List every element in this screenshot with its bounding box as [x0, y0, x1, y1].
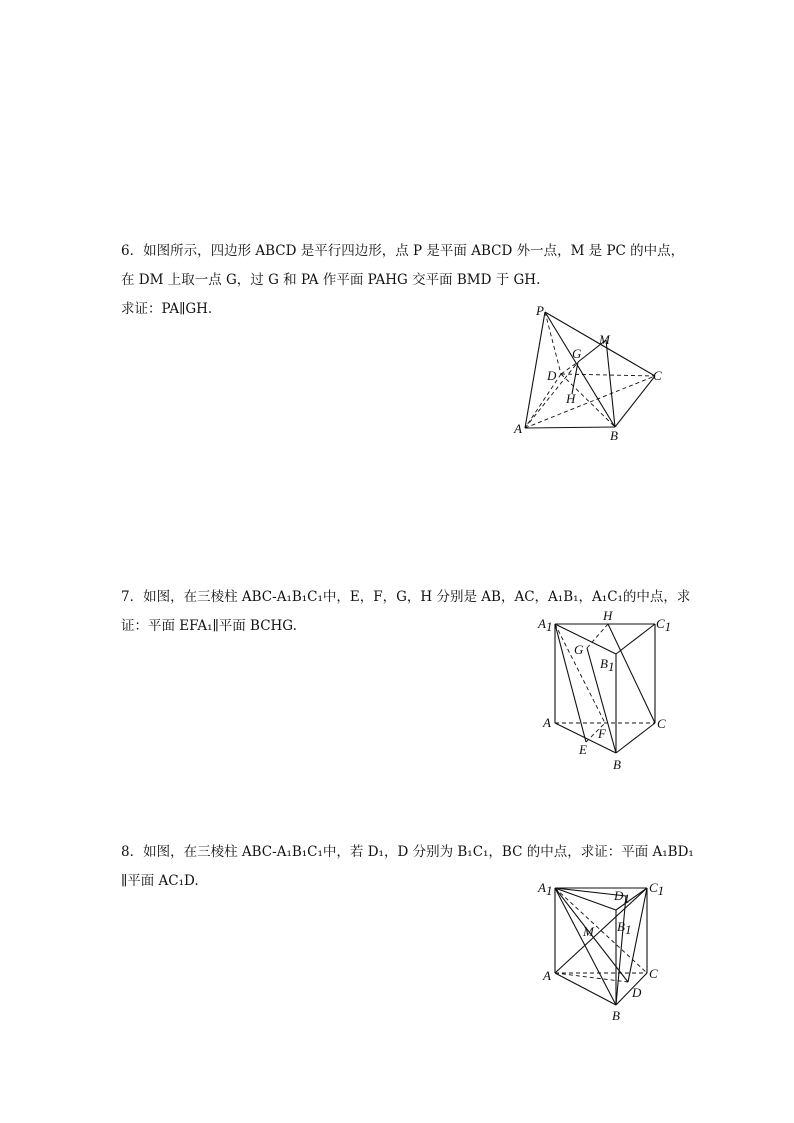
problem-6-line-1: 6．如图所示，四边形 ABCD 是平行四边形，点 P 是平面 ABCD 外一点，M 是 PC 的中点， [121, 243, 685, 259]
problem-6-line-2: 在 DM 上取一点 G，过 G 和 PA 作平面 PAHG 交平面 BMD 于 GH. [121, 272, 541, 288]
label-C: C [657, 716, 666, 731]
problem-7-line-1: 7．如图，在三棱柱 ABC-A₁B₁C₁中，E，F，G，H 分别是 AB，AC，A₁B₁，A₁C₁的中点，求 [121, 589, 691, 605]
label-M: M [599, 332, 610, 347]
label-A: A [514, 421, 522, 436]
label-C1: C1 [656, 616, 672, 634]
label-G: G [572, 346, 582, 361]
label-B: B [613, 757, 621, 772]
label-D: D [547, 368, 557, 383]
label-E: E [579, 742, 587, 757]
label-D1: D1 [614, 888, 630, 906]
label-A1: A1 [538, 880, 553, 898]
label-C: C [649, 966, 658, 981]
label-P: P [536, 303, 544, 318]
problem-8-line-2: ∥平面 AC₁D. [121, 873, 199, 889]
label-B1: B1 [617, 919, 632, 937]
label-B: B [612, 1008, 620, 1023]
label-F: F [598, 726, 606, 741]
label-A: A [543, 715, 551, 730]
label-A1: A1 [538, 616, 553, 634]
label-C: C [653, 368, 662, 383]
label-H: H [603, 608, 613, 623]
label-H: H [566, 391, 576, 406]
label-B: B [610, 428, 618, 443]
label-A: A [543, 968, 551, 983]
label-B1: B1 [600, 656, 615, 674]
label-C1: C1 [649, 880, 665, 898]
figure-6-pyramid [505, 298, 685, 448]
problem-7-line-2: 证：平面 EFA₁∥平面 BCHG. [121, 618, 297, 634]
label-D: D [632, 985, 642, 1000]
label-M: M [583, 924, 594, 939]
problem-6-line-3: 求证：PA∥GH. [121, 301, 213, 317]
figure-7-prism [530, 606, 680, 776]
label-G: G [574, 642, 584, 657]
figure-8-prism [530, 872, 680, 1027]
problem-8-line-1: 8．如图，在三棱柱 ABC-A₁B₁C₁中，若 D₁，D 分别为 B₁C₁，BC 的中点，求证：平面 A₁BD₁ [121, 844, 694, 860]
